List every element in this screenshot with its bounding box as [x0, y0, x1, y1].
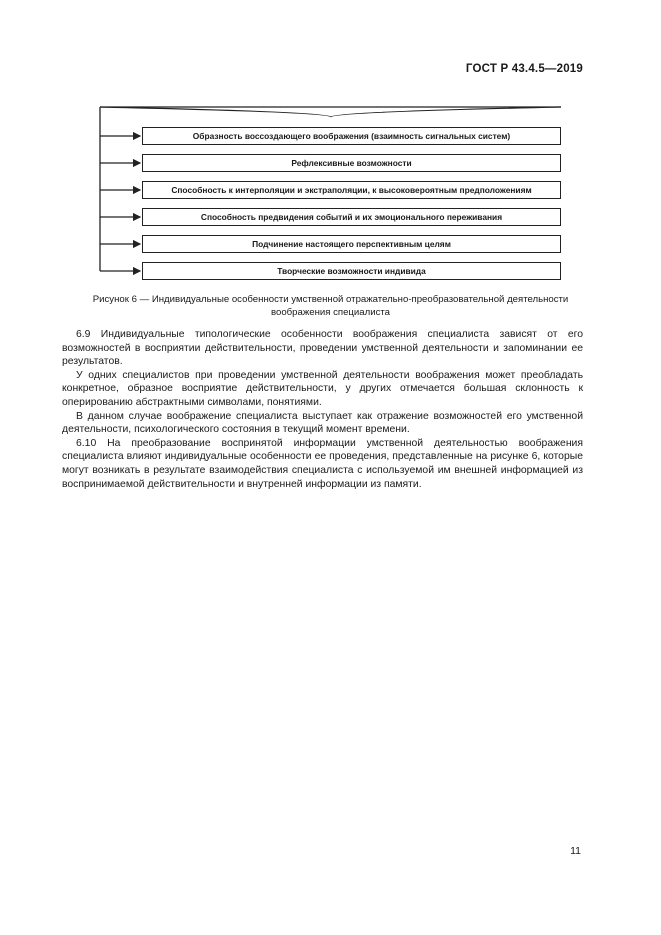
top-brace-curve [100, 107, 561, 117]
paragraph-3: В данном случае воображение специалиста выступает как отражение возможностей его умственной деятельности, психологического состояния в текущий момент времени. [62, 410, 583, 436]
figure-box-5: Подчинение настоящего перспективным целям [142, 235, 561, 253]
figure-caption [40, 293, 621, 319]
document-code: ГОСТ Р 43.4.5—2019 [465, 63, 583, 75]
page-number: 11 [570, 845, 581, 857]
figure-box-4: Способность предвидения событий и их эмоционального переживания [142, 208, 561, 226]
figure-box-6: Творческие возможности индивида [142, 262, 561, 280]
diagram-connectors [0, 0, 661, 300]
figure-box-2: Рефлексивные возможности [142, 154, 561, 172]
paragraph-2: У одних специалистов при проведении умственной деятельности воображения может преобладать конкретное, образное восприятие действительности, у других отмечается большая склонность к оперированию абстрактными символами, понятиями. [62, 369, 583, 408]
figure-6-diagram [0, 0, 661, 300]
caption-line-2: воображения специалиста [271, 307, 390, 318]
paragraph-6-10: 6.10 На преобразование воспринятой информации умственной деятельностью воображения специалиста влияют индивидуальные особенности ее проведения, представленные на рисунке 6, которые могут возникать в результате взаимодействия специалиста с используемой им внешней информацией из воспринимаемой действительности и внутренней информации из памяти. [62, 437, 583, 490]
figure-box-1: Образность воссоздающего воображения (взаимность сигнальных систем) [142, 127, 561, 145]
body-text [62, 328, 583, 491]
figure-box-3: Способность к интерполяции и экстраполяции, к высоковероятным предположениям [142, 181, 561, 199]
caption-line-1: Рисунок 6 — Индивидуальные особенности умственной отражательно-преобразовательной деятельности [92, 294, 569, 305]
paragraph-6-9: 6.9 Индивидуальные типологические особенности воображения специалиста зависят от его возможностей в восприятии действительности, проведении умственной деятельности и запоминании ее результатов. [62, 329, 583, 368]
